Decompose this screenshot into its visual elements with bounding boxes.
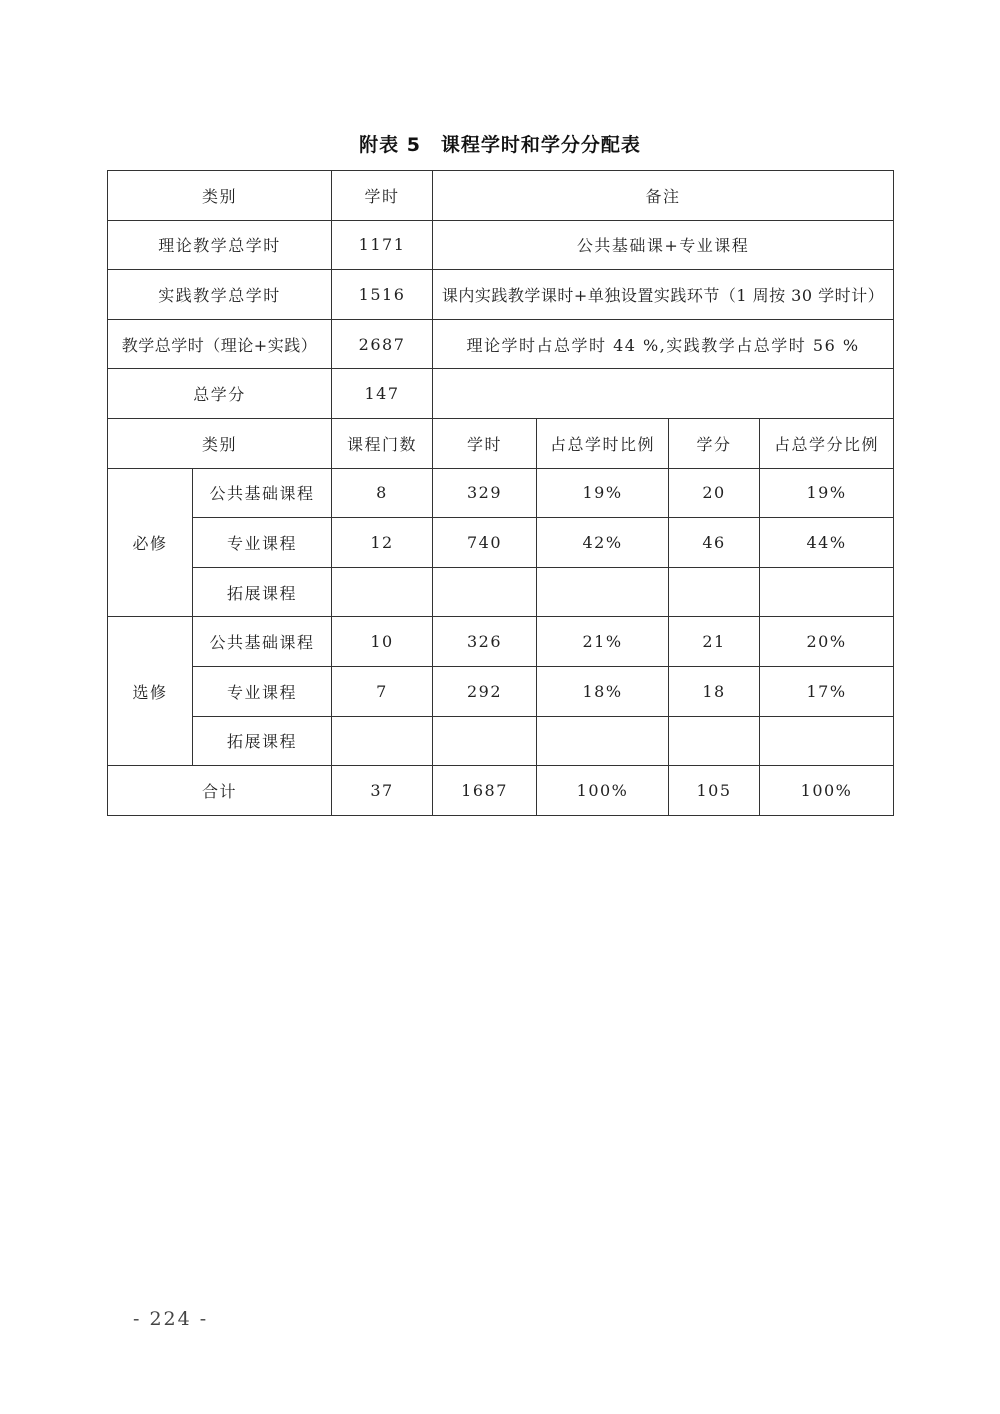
summary-label: 实践教学总学时	[108, 270, 332, 320]
summary-row	[108, 319, 894, 369]
summary-row	[108, 270, 894, 320]
summary-remark: 公共基础课+专业课程	[433, 220, 894, 270]
detail-header-credits-ratio: 占总学分比例	[760, 418, 894, 468]
course-count: 12	[332, 518, 433, 568]
page-title: 附表 5 课程学时和学分分配表	[359, 134, 641, 156]
course-count: 10	[332, 617, 433, 667]
course-credits-ratio: 19%	[760, 468, 894, 518]
course-credits: 20	[669, 468, 760, 518]
course-credits-ratio: 17%	[760, 666, 894, 716]
course-type: 拓展课程	[193, 716, 332, 766]
detail-row	[108, 716, 894, 766]
summary-header-hours: 学时	[332, 171, 433, 221]
course-type: 专业课程	[193, 666, 332, 716]
summary-remark: 理论学时占总学时 44 %,实践教学占总学时 56 %	[433, 319, 894, 369]
course-credits: 18	[669, 666, 760, 716]
summary-row	[108, 220, 894, 270]
course-count: 8	[332, 468, 433, 518]
total-count: 37	[332, 766, 433, 816]
detail-header-course-count: 课程门数	[332, 418, 433, 468]
group-label-elective: 选修	[108, 617, 193, 766]
summary-value: 1516	[332, 270, 433, 320]
total-credits: 105	[669, 766, 760, 816]
summary-label: 教学总学时（理论+实践）	[108, 319, 332, 369]
detail-header-row	[108, 418, 894, 468]
summary-value: 147	[332, 369, 433, 419]
course-count	[332, 716, 433, 766]
detail-row	[108, 518, 894, 568]
summary-row	[108, 369, 894, 419]
course-type: 专业课程	[193, 518, 332, 568]
total-hours: 1687	[433, 766, 537, 816]
summary-remark	[433, 369, 894, 419]
group-label-required: 必修	[108, 468, 193, 617]
course-credits-ratio: 44%	[760, 518, 894, 568]
detail-header-hours: 学时	[433, 418, 537, 468]
summary-remark: 课内实践教学课时+单独设置实践环节（1 周按 30 学时计）	[433, 270, 894, 320]
course-hours	[433, 716, 537, 766]
course-credits: 21	[669, 617, 760, 667]
course-credits-ratio: 20%	[760, 617, 894, 667]
detail-row	[108, 468, 894, 518]
course-credits	[669, 567, 760, 617]
course-hours: 329	[433, 468, 537, 518]
course-hours-ratio: 42%	[537, 518, 669, 568]
course-hours-ratio	[537, 716, 669, 766]
course-credits-ratio	[760, 716, 894, 766]
course-count: 7	[332, 666, 433, 716]
detail-header-hours-ratio: 占总学时比例	[537, 418, 669, 468]
page-number: - 224 -	[133, 1308, 209, 1330]
course-hours-ratio: 21%	[537, 617, 669, 667]
course-hours: 326	[433, 617, 537, 667]
detail-row	[108, 666, 894, 716]
total-credits-ratio: 100%	[760, 766, 894, 816]
course-hours-ratio: 18%	[537, 666, 669, 716]
course-credits: 46	[669, 518, 760, 568]
detail-row	[108, 567, 894, 617]
summary-value: 2687	[332, 319, 433, 369]
course-type: 公共基础课程	[193, 468, 332, 518]
detail-header-category: 类别	[108, 418, 332, 468]
total-label: 合计	[108, 766, 332, 816]
summary-value: 1171	[332, 220, 433, 270]
total-row	[108, 766, 894, 816]
course-credits	[669, 716, 760, 766]
course-credits-ratio	[760, 567, 894, 617]
course-type: 拓展课程	[193, 567, 332, 617]
total-hours-ratio: 100%	[537, 766, 669, 816]
summary-label: 理论教学总学时	[108, 220, 332, 270]
course-type: 公共基础课程	[193, 617, 332, 667]
detail-header-credits: 学分	[669, 418, 760, 468]
course-hours	[433, 567, 537, 617]
summary-header-remarks: 备注	[433, 171, 894, 221]
summary-header-category: 类别	[108, 171, 332, 221]
summary-header-row	[108, 171, 894, 221]
course-hours: 292	[433, 666, 537, 716]
course-count	[332, 567, 433, 617]
course-hours-ratio: 19%	[537, 468, 669, 518]
course-hours-ratio	[537, 567, 669, 617]
course-hours-credits-table	[107, 170, 894, 816]
summary-label: 总学分	[108, 369, 332, 419]
detail-row	[108, 617, 894, 667]
course-hours: 740	[433, 518, 537, 568]
